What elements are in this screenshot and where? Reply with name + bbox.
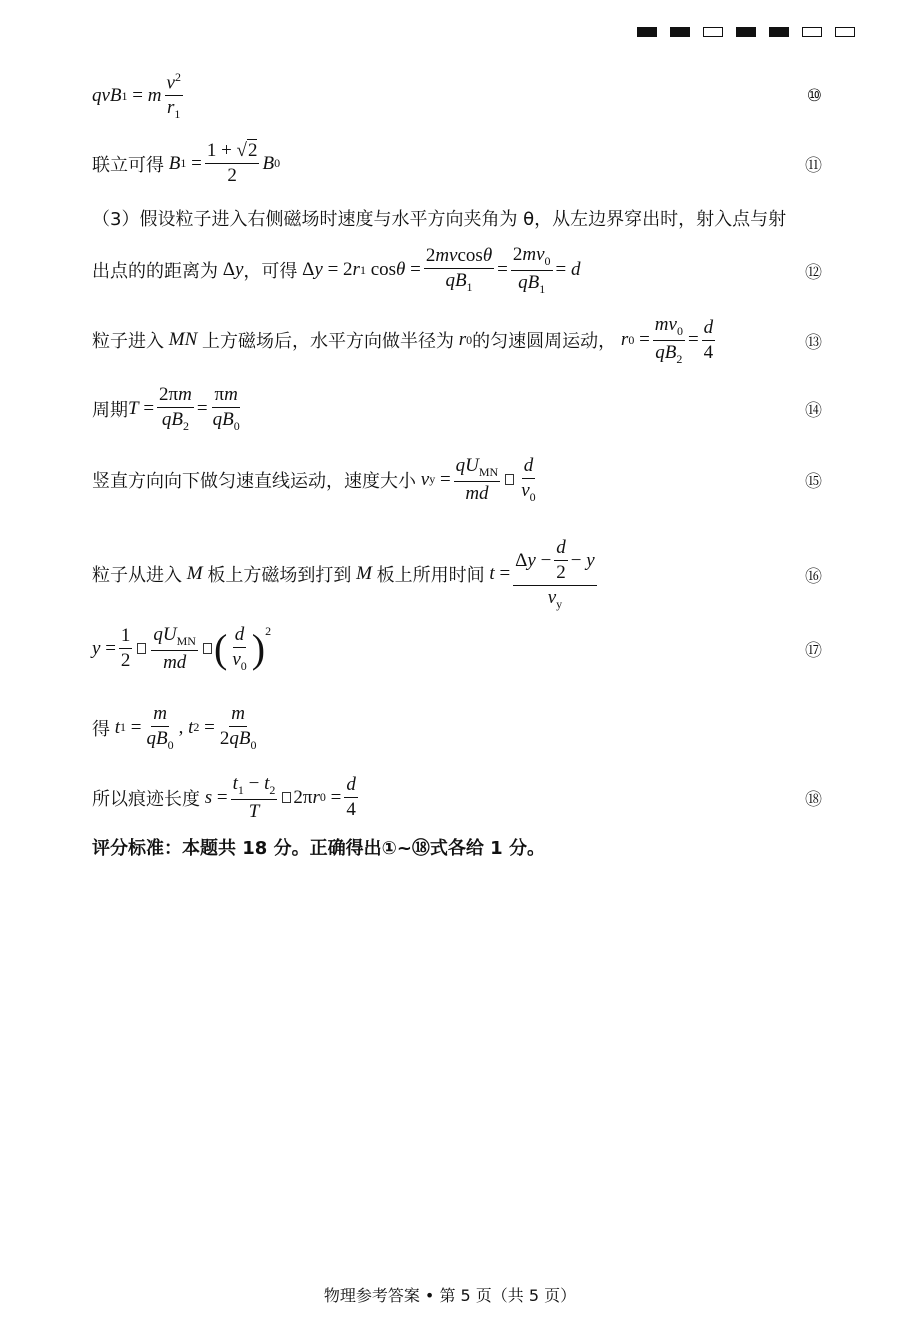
equation-17: y = $\frac{1}{2}$ $\frac{qU_{MN}}{md}$ ( $\frac{d}{v_0}$ ) $^2$ ⑰ [92,624,822,673]
eq-label: ⑫ [805,262,822,283]
header-mark [835,27,855,37]
header-mark [703,27,723,37]
equation-15: 竖直方向向下做匀速直线运动，速度大小 v y = $\frac{qU_{MN}}{md}$ $\frac{d}{v_0}$ ⑮ [92,455,822,504]
paragraph-3-line1: （3）假设粒子进入右侧磁场时速度与水平方向夹角为 θ，从左边界穿出时，射入点与射 [92,209,787,230]
eq-label: ⑩ [806,86,822,107]
eq-label: ⑯ [805,566,822,587]
equation-11: 联立可得 B 1 = $\frac{1 + √2}{2}$ B 0 ⑪ [92,140,822,186]
eq-label: ⑰ [805,641,822,662]
header-marks [637,27,855,37]
equation-14: 周期 T = $\frac{2\pi m}{qB_2}$ = $\frac{\pi m}{qB_0}$ ⑭ [92,384,822,433]
equation-13: 粒子进入 MN 上方磁场后，水平方向做半径为 r 0 的匀速圆周运动， r 0 = $\frac{mv_0}{qB_2}$ = $\frac{d}{4}$ ⑬ [92,314,822,366]
equation-18: 所以痕迹长度 s = $\frac{t_1 - t_2}{T}$ 2π r 0 = $\frac{d}{4}$ ⑱ [92,773,822,822]
header-mark [670,27,690,37]
equation-16: 粒子从进入 M 板上方磁场到打到 M 板上所用时间 t = Δ y − $\frac{d}{2}$ − y $v_y$ ⑯ [92,537,822,611]
scoring-criteria: 评分标准：本题共 18 分。正确得出①~⑱式各给 1 分。 [92,838,545,859]
header-mark [769,27,789,37]
eq-label: ⑭ [805,401,822,422]
page-footer: 物理参考答案 • 第 5 页（共 5 页） [323,1286,577,1305]
eq-label: ⑱ [805,790,822,811]
header-mark [736,27,756,37]
eq-label: ⑪ [805,156,822,176]
eq-label: ⑮ [805,472,822,493]
equation-12: 出点的的距离为 Δ y ，可得 Δ y = 2 r 1 cos θ = $\frac{2mvcos\theta}{qB_1}$ = $\frac{2mv_0}{qB_1}$ = d ⑫ [92,244,822,296]
header-mark [802,27,822,37]
header-mark [637,27,657,37]
eq-label: ⑬ [805,332,822,353]
equation-t1-t2: 得 t 1 = $\frac{m}{qB_0}$ , t 2 = $\frac{m}{2qB_0}$ [92,703,257,752]
equation-10: qvB 1 = m $\frac{v^2}{r_1}$ ⑩ [92,70,822,122]
